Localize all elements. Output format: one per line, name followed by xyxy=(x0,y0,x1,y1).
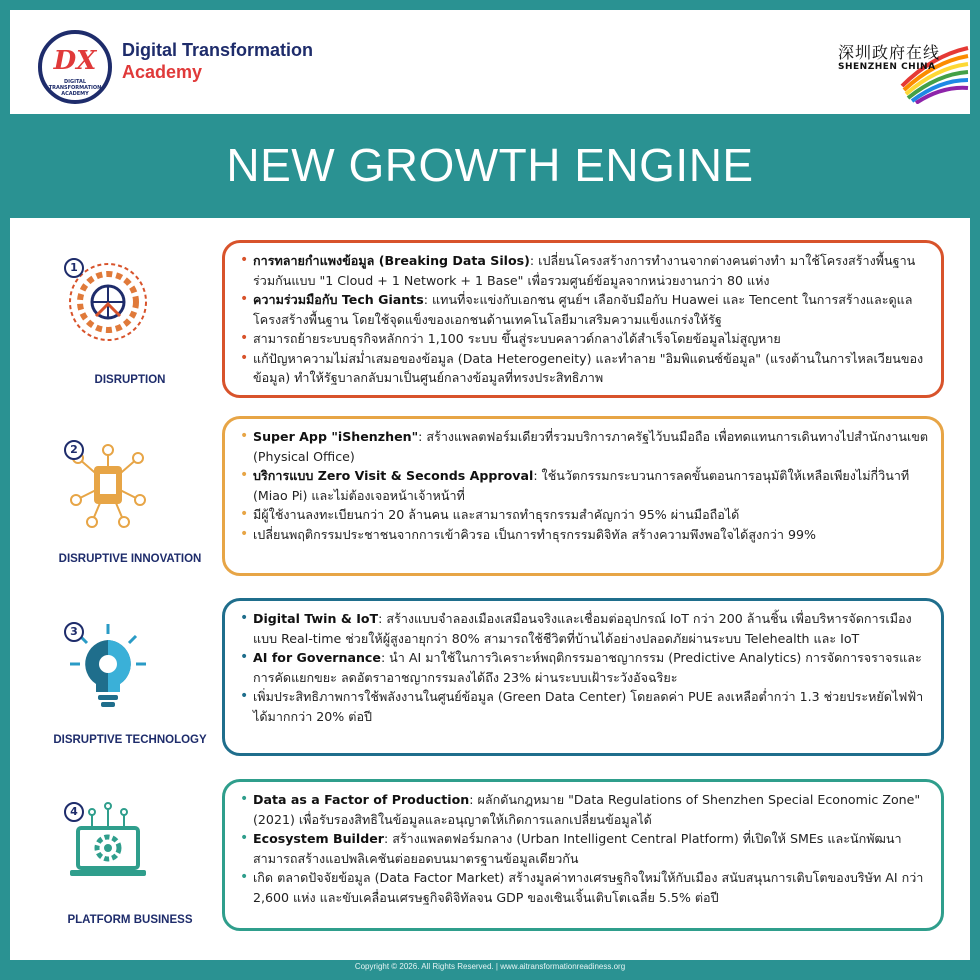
bullet-head: Super App "iShenzhen" xyxy=(253,429,419,444)
bullet-item xyxy=(239,290,929,329)
section-number: 3 xyxy=(64,622,84,642)
bullet-text: : นำ AI มาใช้ในการวิเคราะห์พฤติกรรมอาชญากรรม (Predictive Analytics) การจัดการจราจรและการคัดแยกขยะ ลดอัตราอาชญากรรมลงได้ถึง 23% ผ่านระบบเฝ้าระวังอัจฉริยะ xyxy=(253,650,922,685)
bullet-head: ความร่วมมือกับ Tech Giants xyxy=(253,292,424,307)
brand-name xyxy=(122,40,313,83)
bullet-item xyxy=(239,329,929,349)
bullet-head: Ecosystem Builder xyxy=(253,831,384,846)
bullet-text: มีผู้ใช้งานลงทะเบียนกว่า 20 ล้านคน และสามารถทำธุรกรรมสำคัญกว่า 95% ผ่านมือถือได้ xyxy=(253,507,740,522)
bullet-text: : เปลี่ยนโครงสร้างการทำงานจากต่างคนต่างทำ มาใช้โครงสร้างพื้นฐานร่วมกันแบบ "1 Cloud + 1 Network + 1 Base" เพื่อรวมศูนย์ข้อมูลจากหน่วยงานกว่า 80 แห่ง xyxy=(253,253,916,288)
bullet-text: : ใช้นวัตกรรมกระบวนการลดขั้นตอนการอนุมัติให้เหลือเพียงไม่กี่วินาที (Miao Pi) และไม่ต้องเจอหน้าเจ้าหน้าที่ xyxy=(253,468,910,503)
partner-logo-cn: 深圳政府在线 xyxy=(838,43,941,62)
bullet-item xyxy=(239,525,929,545)
bullet-text: เพิ่มประสิทธิภาพการใช้พลังงานในศูนย์ข้อมูล (Green Data Center) โดยลดค่า PUE ลงเหลือต่ำกว่า 1.3 ช่วยประหยัดไฟฟ้าได้มากกว่า 20% ต่อปี xyxy=(253,689,924,724)
partner-logo-en: SHENZHEN CHINA xyxy=(838,62,936,72)
bullet-item xyxy=(239,790,929,829)
section-label: PLATFORM BUSINESS xyxy=(67,914,193,926)
bullet-item xyxy=(239,829,929,868)
brand-line-2: Academy xyxy=(122,62,203,82)
section-box xyxy=(222,779,944,931)
laptop-gear-icon xyxy=(62,800,154,892)
section-box xyxy=(222,240,944,398)
bullet-text: : สร้างแพลตฟอร์มกลาง (Urban Intelligent Central Platform) ที่เปิดให้ SMEs และนักพัฒนาสามารถสร้างแอปพลิเคชันต่อยอดบนมาตรฐานข้อมูลเดียวกัน xyxy=(253,831,902,866)
bullet-text: เปลี่ยนพฤติกรรมประชาชนจากการเข้าคิวรอ เป็นการทำธุรกรรมดิจิทัล สร้างความพึงพอใจได้สูงกว่า 99% xyxy=(253,526,816,542)
bullet-item xyxy=(239,687,929,726)
bullet-item xyxy=(239,505,929,525)
bullet-item xyxy=(239,427,929,466)
section-box xyxy=(222,598,944,756)
bullet-text: : แทนที่จะแข่งกับเอกชน ศูนย์ฯ เลือกจับมือกับ Huawei และ Tencent ในการสร้างและดูแลโครงสร้างพื้นฐาน โดยใช้จุดแข็งของเอกชนด้านเทคโนโลยีมาเสริมความแข็งแกร่งให้รัฐ xyxy=(253,292,913,327)
brand-line-1: Digital Transformation xyxy=(122,40,314,60)
section-label: DISRUPTIVE TECHNOLOGY xyxy=(53,734,207,746)
section-label: DISRUPTIVE INNOVATION xyxy=(58,553,202,565)
gear-globe-icon xyxy=(62,256,154,348)
logo-mark: DX xyxy=(53,46,97,76)
bullet-head: AI for Governance xyxy=(253,650,381,665)
bullet-text: : ผลักดันกฎหมาย "Data Regulations of Shenzhen Special Economic Zone" (2021) เพื่อรับรองสิทธิในข้อมูลและอนุญาตให้เกิดการแลกเปลี่ยนข้อมูลได้ xyxy=(253,792,921,827)
page-title: NEW GROWTH ENGINE xyxy=(226,139,754,191)
bullet-text: แก้ปัญหาความไม่สม่ำเสมอของข้อมูล (Data Heterogeneity) และทำลาย "อิมพิแดนซ์ข้อมูล" (แรงต้านในการไหลเวียนของข้อมูล) ทำให้รัฐบาลกลับมาเป็นศูนย์กลางข้อมูลที่ทรงประสิทธิภาพ xyxy=(253,350,924,385)
bullet-text: เกิด ตลาดปัจจัยข้อมูล (Data Factor Market) สร้างมูลค่าทางเศรษฐกิจใหม่ให้กับเมือง สนับสนุนการเติบโตของบริษัท AI กว่า 2,600 แห่ง และขับเคลื่อนเศรษฐกิจดิจิทัลจน GDP ของเซินเจิ้นเติบโตเฉลี่ย 5.5% ต่อปี xyxy=(253,870,924,905)
dx-academy-logo xyxy=(38,30,112,104)
bullet-item xyxy=(239,349,929,388)
bullet-item xyxy=(239,466,929,505)
lightbulb-gear-icon xyxy=(62,620,154,712)
bullet-head: Data as a Factor of Production xyxy=(253,792,470,807)
bullet-head: บริการแบบ Zero Visit & Seconds Approval xyxy=(253,468,534,483)
phone-network-icon xyxy=(62,438,154,530)
bullet-item xyxy=(239,868,929,907)
section-box xyxy=(222,416,944,576)
shenzhen-logo xyxy=(832,34,972,104)
bullet-head: Digital Twin & IoT xyxy=(253,611,379,626)
bullet-text: : สร้างแบบจำลองเมืองเสมือนจริงและเชื่อมต่ออุปกรณ์ IoT กว่า 200 ล้านชิ้น เพื่อบริหารจัดการเมืองแบบ Real-time ช่วยให้ผู้สูงอายุกว่า 80% สามารถใช้ชีวิตที่บ้านได้อย่างปลอดภัยผ่านระบบ Telehealth และ IoT xyxy=(253,611,912,646)
bullet-text: สามารถย้ายระบบธุรกิจหลักกว่า 1,100 ระบบ ขึ้นสู่ระบบคลาวด์กลางได้สำเร็จโดยข้อมูลไม่สูญหาย xyxy=(253,331,781,346)
logo-ring-text: DIGITAL TRANSFORMATION ACADEMY xyxy=(48,79,102,97)
section-number: 4 xyxy=(64,802,84,822)
bullet-item xyxy=(239,251,929,290)
bullet-text: : สร้างแพลตฟอร์มเดียวที่รวมบริการภาครัฐไว้บนมือถือ เพื่อทดแทนการเดินทางไปสำนักงานเขต (Physical Office) xyxy=(253,429,929,464)
header-bar xyxy=(10,10,970,114)
content-panel xyxy=(10,218,970,960)
footer-copyright: Copyright © 2026. All Rights Reserved. | www.aitransformationreadiness.org xyxy=(354,962,626,971)
section-number: 2 xyxy=(64,440,84,460)
bullet-item xyxy=(239,609,929,648)
section-label: DISRUPTION xyxy=(94,374,166,386)
bullet-item xyxy=(239,648,929,687)
section-number: 1 xyxy=(64,258,84,278)
bullet-head: การทลายกำแพงข้อมูล (Breaking Data Silos) xyxy=(253,253,530,268)
